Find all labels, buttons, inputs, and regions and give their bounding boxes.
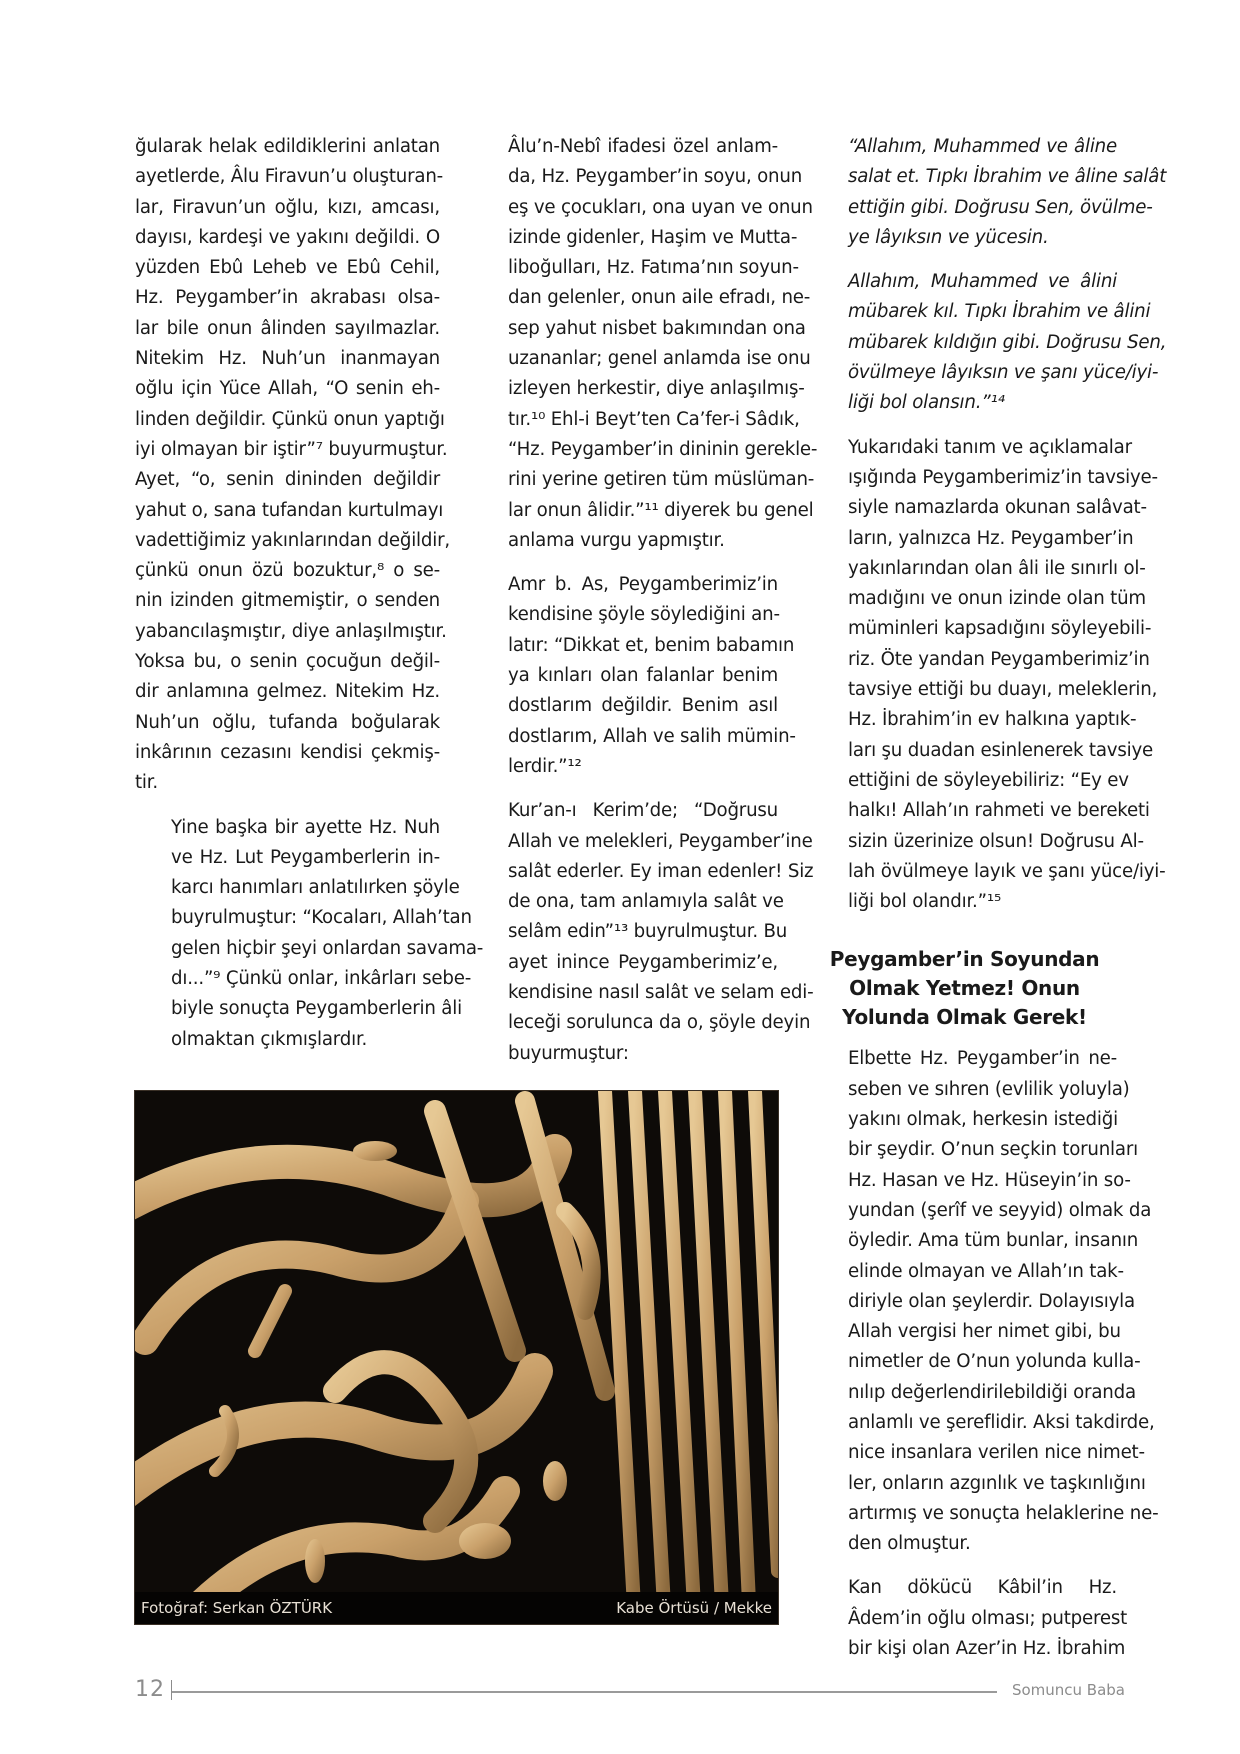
photo-credit: Fotoğraf: Serkan ÖZTÜRK xyxy=(141,1599,333,1617)
text-line: dı...”⁹ Çünkü onlar, inkârları sebe- xyxy=(171,968,472,990)
footer-rule xyxy=(172,1691,997,1693)
text-line: ve Hz. Lut Peygamberlerin in- xyxy=(171,846,440,868)
text-line: nice insanlara verilen nice nimet- xyxy=(848,1442,1145,1464)
text-line: olmaktan çıkmışlardır. xyxy=(171,1028,368,1050)
text-line: lah övülmeye layık ve şanı yüce/iyi- xyxy=(848,860,1166,882)
page-footer xyxy=(135,1678,1125,1702)
text-line: salât ederler. Ey iman edenler! Siz xyxy=(508,860,814,882)
paragraph xyxy=(135,132,450,799)
text-line: ettiğin gibi. Doğrusu Sen, övülme- xyxy=(848,196,1153,218)
text-line: da, Hz. Peygamber’in soyu, onun xyxy=(508,166,803,188)
text-line: ler, onların azgınlık ve taşkınlığını xyxy=(848,1472,1146,1494)
text-line: Âdem’in oğlu olması; putperest xyxy=(848,1607,1128,1629)
text-line: kendisine şöyle söylediğini an- xyxy=(508,604,780,626)
heading-line: Olmak Yetmez! Onun xyxy=(849,976,1080,1001)
paragraph xyxy=(472,132,818,556)
text-line: Amr b. As, Peygamberimiz’in xyxy=(508,574,778,596)
text-line: yakınlarından olan âli ile sınırlı ol- xyxy=(848,557,1146,579)
text-line: çünkü onun özü bozuktur,⁸ o se- xyxy=(135,560,440,582)
text-line: bir şeydir. O’nun seçkin torunları xyxy=(848,1139,1138,1161)
text-line: artırmış ve sonuçta helaklerine ne- xyxy=(848,1502,1159,1524)
text-line: ettiğini de söyleyebiliriz: “Ey ev xyxy=(848,769,1129,791)
text-line: izleyen herkestir, diye anlaşılmış- xyxy=(508,378,805,400)
quote-paragraph xyxy=(812,267,1167,418)
text-line: dayısı, kardeşi ve yakını değildi. O xyxy=(135,226,440,248)
kabe-cover-photo xyxy=(134,1090,779,1625)
text-line: mübarek kıldığın gibi. Doğrusu Sen, xyxy=(848,331,1167,353)
paragraph xyxy=(812,1573,1128,1664)
text-line: den olmuştur. xyxy=(848,1533,971,1555)
text-line: Kur’an-ı Kerim’de; “Doğrusu xyxy=(508,800,778,822)
text-line: Nitekim Hz. Nuh’un inanmayan xyxy=(135,348,440,370)
text-line: ayet inince Peygamberimiz’e, xyxy=(508,951,778,973)
text-line: Allah ve melekleri, Peygamber’ine xyxy=(508,830,813,852)
text-line: tir. xyxy=(135,772,158,794)
text-line: dostlarım, Allah ve salih mümin- xyxy=(508,725,796,747)
text-line: dir anlamına gelmez. Nitekim Hz. xyxy=(135,681,440,703)
text-line: nimetler de O’nun yolunda kulla- xyxy=(848,1351,1141,1373)
text-line: övülmeye lâyıksın ve şanı yüce/iyi- xyxy=(848,362,1159,384)
text-line: siyle namazlarda okunan salâvat- xyxy=(848,497,1147,519)
text-line: vadettiğimiz yakınlarından değildir, xyxy=(135,529,450,551)
text-line: yabancılaşmıştır, diye anlaşılmıştır. xyxy=(135,620,447,642)
text-line: anlama vurgu yapmıştır. xyxy=(508,529,725,551)
page-number: 12 xyxy=(135,1677,165,1702)
text-line: Âlu’n-Nebî ifadesi özel anlam- xyxy=(508,136,778,157)
text-line: Yoksa bu, o senin çocuğun değil- xyxy=(135,651,440,673)
text-line: mübarek kıl. Tıpkı İbrahim ve âlini xyxy=(848,301,1151,323)
text-line: buyrulmuştur: “Kocaları, Allah’tan xyxy=(171,907,472,929)
text-column-1 xyxy=(135,132,484,1069)
text-line: ğularak helak edildiklerini anlatan xyxy=(135,136,440,157)
text-line: yakını olmak, herkesin istediği xyxy=(848,1109,1118,1131)
page-number-divider xyxy=(171,1680,172,1700)
text-line: salat et. Tıpkı İbrahim ve âline salât xyxy=(848,166,1167,188)
text-line: nılıp değerlendirilebildiği oranda xyxy=(848,1381,1136,1403)
text-line: anlamlı ve şereflidir. Aksi takdirde, xyxy=(848,1411,1155,1433)
quote-paragraph xyxy=(812,132,1167,253)
text-line: inkârının cezasını kendisi çekmiş- xyxy=(135,741,440,763)
text-line: Hz. Hasan ve Hz. Hüseyin’in so- xyxy=(848,1169,1131,1191)
text-line: gelen hiçbir şeyi onlardan savama- xyxy=(171,937,484,959)
text-line: Allah vergisi her nimet gibi, bu xyxy=(848,1321,1121,1343)
text-line: izinde gidenler, Haşim ve Mutta- xyxy=(508,226,798,248)
text-line: Elbette Hz. Peygamber’in ne- xyxy=(848,1048,1117,1070)
text-line: dan gelenler, onun aile efradı, ne- xyxy=(508,287,811,309)
text-line: sizin üzerinize olsun! Doğrusu Al- xyxy=(848,830,1144,852)
section-heading xyxy=(812,945,1117,1032)
text-line: oğlu için Yüce Allah, “O senin eh- xyxy=(135,378,440,400)
text-line: müminleri kapsadığını söyleyebili- xyxy=(848,618,1152,640)
paragraph xyxy=(812,433,1166,918)
text-line: nin izinden gitmemiştir, o senden xyxy=(135,590,440,612)
text-line: öyledir. Ama tüm bunlar, insanın xyxy=(848,1230,1139,1252)
text-line: ışığında Peygamberimiz’in tavsiye- xyxy=(848,466,1158,488)
text-line: tavsiye ettiği bu duayı, meleklerin, xyxy=(848,679,1158,701)
text-line: ayetlerde, Âlu Firavun’u oluşturan- xyxy=(135,166,444,188)
text-line: Allahım, Muhammed ve âlini xyxy=(848,271,1117,293)
text-line: latır: “Dikkat et, benim babamın xyxy=(508,634,795,656)
text-line: linden değildir. Çünkü onun yaptığı xyxy=(135,408,445,430)
text-line: Hz. İbrahim’in ev halkına yaptık- xyxy=(848,709,1137,731)
text-column-3 xyxy=(812,132,1167,1678)
text-line: “Hz. Peygamber’in dininin gerekle- xyxy=(508,438,818,460)
text-line: dostlarım değildir. Benim asıl xyxy=(508,695,778,717)
text-line: elinde olmayan ve Allah’ın tak- xyxy=(848,1260,1124,1282)
text-line: liği bol olandır.”¹⁵ xyxy=(848,891,1002,913)
text-line: kendisine nasıl salât ve selam edi- xyxy=(508,982,814,1004)
text-line: diriyle olan şeylerdir. Dolayısıyla xyxy=(848,1290,1135,1312)
text-line: yüzden Ebû Leheb ve Ebû Cehil, xyxy=(135,257,440,279)
text-line: “Allahım, Muhammed ve âline xyxy=(848,136,1117,157)
text-line: buyurmuştur: xyxy=(508,1042,629,1064)
text-line: riz. Öte yandan Peygamberimiz’in xyxy=(848,648,1150,670)
paragraph xyxy=(135,813,484,1055)
text-line: karcı hanımları anlatılırken şöyle xyxy=(171,877,460,899)
text-line: de ona, tam anlamıyla salât ve xyxy=(508,891,784,913)
text-line: Yine başka bir ayette Hz. Nuh xyxy=(171,816,440,838)
text-line: yundan (şerîf ve seyyid) olmak da xyxy=(848,1199,1152,1221)
text-line: uzananlar; genel anlamda ise onu xyxy=(508,348,811,370)
text-line: yahut o, sana tufandan kurtulmayı xyxy=(135,499,444,521)
text-line: biyle sonuçta Peygamberlerin âli xyxy=(171,998,462,1020)
text-line: eş ve çocukları, ona uyan ve onun xyxy=(508,196,813,218)
text-line: madığını ve onun izinde olan tüm xyxy=(848,588,1146,610)
text-line: lar bile onun âlinden sayılmazlar. xyxy=(135,317,440,339)
text-line: lerdir.”¹² xyxy=(508,755,582,777)
paragraph xyxy=(812,1044,1159,1559)
text-line: bir kişi olan Azer’in Hz. İbrahim xyxy=(848,1638,1126,1660)
text-line: iyi olmayan bir iştir”⁷ buyurmuştur. xyxy=(135,438,448,460)
text-line: liboğulları, Hz. Fatıma’nın soyun- xyxy=(508,257,799,279)
heading-line: Peygamber’in Soyundan xyxy=(829,947,1100,972)
text-line: ları şu duadan esinlenerek tavsiye xyxy=(848,739,1154,761)
text-line: ye lâyıksın ve yücesin. xyxy=(848,226,1049,248)
paragraph xyxy=(472,796,814,1069)
text-line: Ayet, “o, senin dininden değildir xyxy=(135,469,440,491)
photo-caption-bar xyxy=(135,1592,778,1624)
text-line: halkı! Allah’ın rahmeti ve bereketi xyxy=(848,800,1150,822)
text-line: seben ve sıhren (evlilik yoluyla) xyxy=(848,1078,1130,1100)
text-line: lar, Firavun’un oğlu, kızı, amcası, xyxy=(135,196,440,218)
text-line: selâm edin”¹³ buyrulmuştur. Bu xyxy=(508,921,788,943)
photo-location-caption: Kabe Örtüsü / Mekke xyxy=(616,1599,772,1617)
heading-line: Yolunda Olmak Gerek! xyxy=(842,1005,1087,1030)
text-line: leceği sorulunca da o, şöyle deyin xyxy=(508,1012,811,1034)
text-line: ların, yalnızca Hz. Peygamber’in xyxy=(848,527,1134,549)
text-line: Yukarıdaki tanım ve açıklamalar xyxy=(848,436,1132,458)
text-line: Kan dökücü Kâbil’in Hz. xyxy=(848,1577,1117,1599)
text-line: liği bol olansın.”¹⁴ xyxy=(848,392,1005,414)
text-line: tır.¹⁰ Ehl-i Beyt’ten Ca’fer-i Sâdık, xyxy=(508,408,800,430)
calligraphy-embroidery-image xyxy=(135,1091,778,1624)
text-line: lar onun âlidir.”¹¹ diyerek bu genel xyxy=(508,499,814,521)
text-line: ya kınları olan falanlar benim xyxy=(508,665,778,687)
paragraph xyxy=(472,570,796,782)
text-line: sep yahut nisbet bakımından ona xyxy=(508,317,806,339)
text-line: rini yerine getiren tüm müslüman- xyxy=(508,469,815,491)
text-column-2 xyxy=(472,132,818,1083)
text-line: Hz. Peygamber’in akrabası olsa- xyxy=(135,287,440,309)
text-line: Nuh’un oğlu, tufanda boğularak xyxy=(135,711,440,733)
magazine-name: Somuncu Baba xyxy=(1011,1681,1125,1699)
